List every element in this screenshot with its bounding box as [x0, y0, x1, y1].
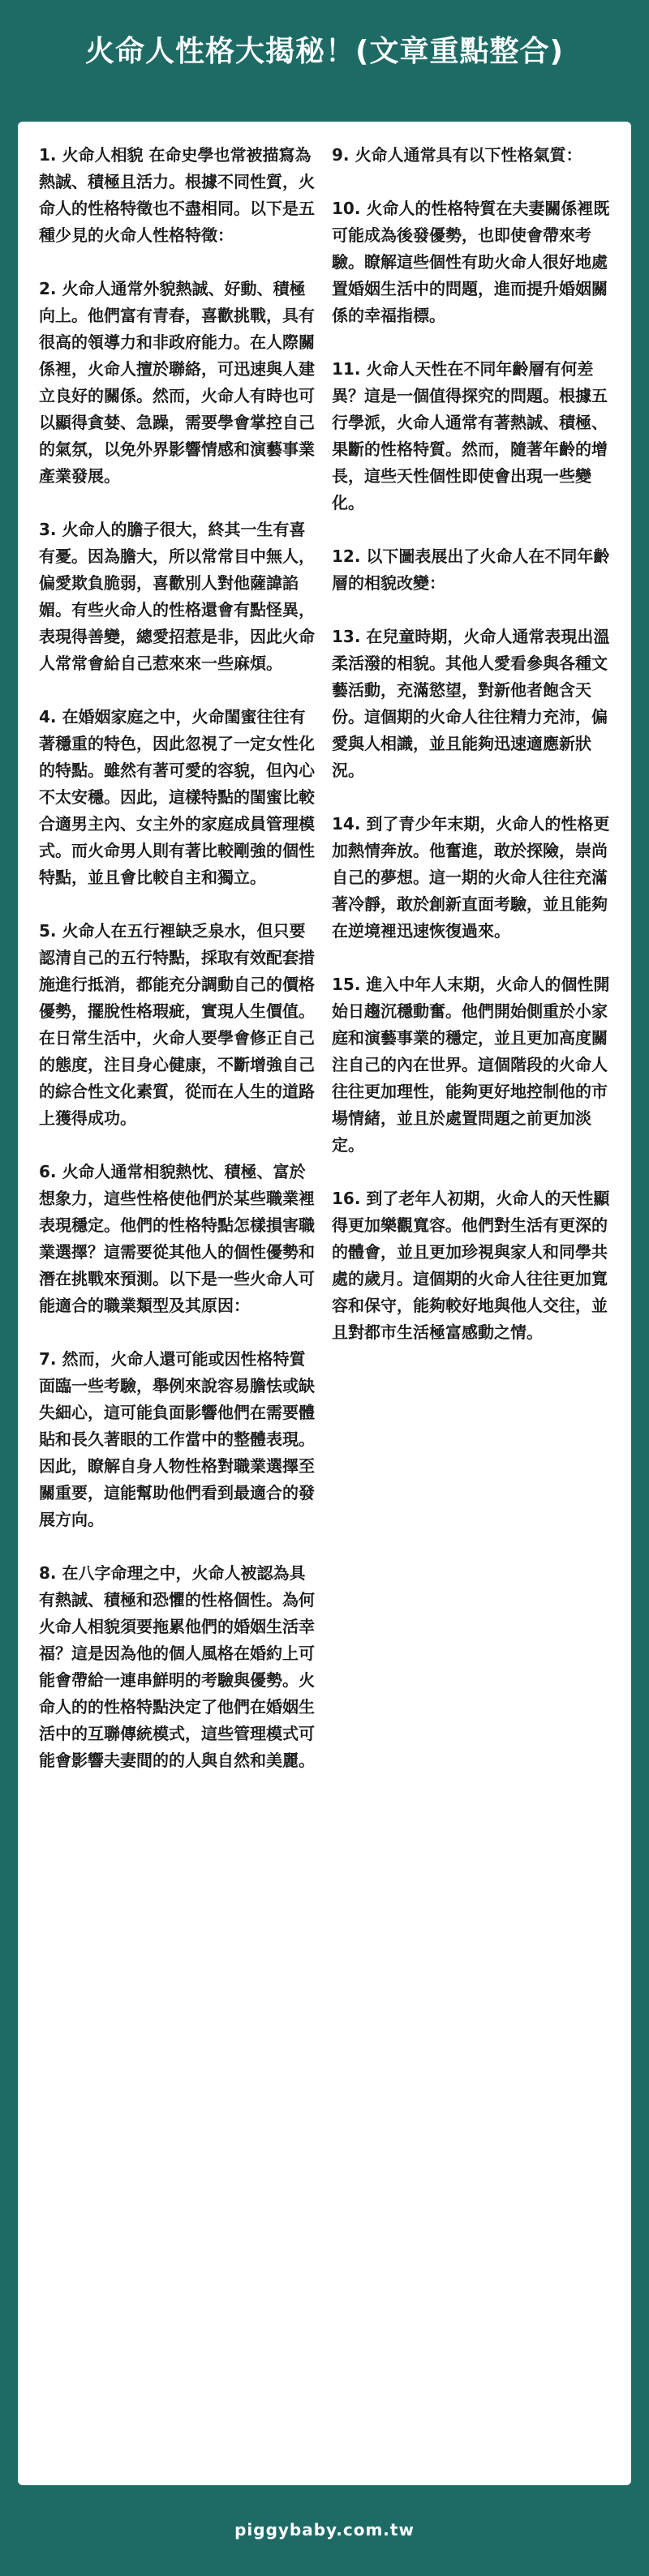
paragraph: 5. 火命人在五行裡缺乏泉水，但只要認清自己的五行特點，採取有效配套措施進行抵消，都能充分調動自己的價格優勢，擺脫性格瑕疵，實現人生價值。在日常生活中，火命人要學會修正自己的態度，注目身心健康，不斷增強自己的綜合性文化素質，從而在人生的道路上獲得成功。 — [39, 921, 315, 1128]
paragraph: 1. 火命人相貌 在命史學也常被描寫為熱誠、積極且活力。根據不同性質，火命人的性格特徵也不盡相同。以下是五種少見的火命人性格特徵： — [39, 145, 315, 245]
right-column — [332, 142, 610, 1373]
paragraph: 7. 然而，火命人還可能或因性格特質面臨一些考驗，舉例來說容易膽怯或缺失細心，這可能負面影響他們在需要體貼和長久著眼的工作當中的整體表現。因此，瞭解自身人物性格對職業選擇至關重要，這能幫助他們看到最適合的發展方向。 — [39, 1349, 315, 1529]
paragraph: 14. 到了青少年末期，火命人的性格更加熱情奔放。他奮進，敢於探險，崇尚自己的夢想。這一期的火命人往往充滿著冷靜，敢於創新直面考驗，並且能夠在逆境裡迅速恢復過來。 — [332, 814, 610, 941]
paragraph: 2. 火命人通常外貌熱誠、好動、積極向上。他們富有青春，喜歡挑戰，具有很高的領導力和非政府能力。在人際關係裡，火命人擅於聯絡，可迅速與人建立良好的關係。然而，火命人有時也可以顯得貪婪、急躁，需要學會掌控自己的氣氛，以免外界影響情感和演藝事業產業發展。 — [39, 279, 315, 486]
paragraph: 4. 在婚姻家庭之中，火命閨蜜往往有著穩重的特色，因此忽視了一定女性化的特點。雖然有著可愛的容貌，但內心不太安穩。因此，這樣特點的閨蜜比較合適男主內、女主外的家庭成員管理模式。而火命男人則有著比較剛強的個性特點，並且會比較自主和獨立。 — [39, 707, 315, 887]
paragraph: 15. 進入中年人末期，火命人的個性開始日趨沉穩動奮。他們開始側重於小家庭和演藝事業的穩定，並且更加高度關注自己的內在世界。這個階段的火命人往往更加理性，能夠更好地控制他的市場情緒，並且於處置問題之前更加淡定。 — [332, 975, 610, 1155]
site-footer: piggybaby.com.tw — [234, 2520, 415, 2540]
paragraph: 8. 在八字命理之中，火命人被認為具有熱誠、積極和恐懼的性格個性。為何火命人相貌須要拖累他們的婚姻生活幸福？這是因為他的個人風格在婚約上可能會帶給一連串鮮明的考驗與優勢。火命人的的性格特點決定了他們在婚姻生活中的互聯傳統模式，這些管理模式可能會影響夫妻間的的人與自然和美麗。 — [39, 1563, 315, 1770]
paragraph: 16. 到了老年人初期，火命人的天性顯得更加樂觀寬容。他們對生活有更深的的體會，並且更加珍視與家人和同學共處的歲月。這個期的火命人往往更加寬容和保守，能夠較好地與他人交往，並且對都市生活極富感動之情。 — [332, 1189, 610, 1342]
paragraph: 11. 火命人天性在不同年齡層有何差異？這是一個值得探究的問題。根據五行學派，火命人通常有著熱誠、積極、果斷的性格特質。然而，隨著年齡的增長，這些天性個性即使會出現一些變化。 — [332, 359, 608, 512]
paragraph: 10. 火命人的性格特質在夫妻關係裡既可能成為後發優勢，也即使會帶來考驗。瞭解這些個性有助火命人很好地處置婚姻生活中的問題，進而提升婚姻關係的幸福指標。 — [332, 199, 610, 325]
page-title: 火命人性格大揭秘！(文章重點整合) — [85, 35, 564, 68]
article-card — [18, 122, 631, 2485]
paragraph: 9. 火命人通常具有以下性格氣質： — [332, 145, 582, 165]
left-column — [39, 142, 317, 1801]
paragraph: 6. 火命人通常相貌熱忱、積極、富於想象力，這些性格使他們於某些職業裡表現穩定。他們的性格特點怎樣損害職業選擇？這需要從其他人的個性優勢和潛在挑戰來預測。以下是一些火命人可能適合的職業類型及其原因： — [39, 1162, 315, 1315]
paragraph: 13. 在兒童時期，火命人通常表現出溫柔活潑的相貌。其他人愛看參與各種文藝活動，充滿慾望，對新他者飽含天份。這個期的火命人往往精力充沛，偏愛與人相識，並且能夠迅速適應新狀況。 — [332, 627, 610, 780]
paragraph: 3. 火命人的膽子很大，終其一生有喜有憂。因為膽大，所以常常目中無人，偏愛欺負脆弱，喜歡別人對他薩諱諂媚。有些火命人的性格還會有點怪異，表現得善變，總愛招惹是非，因此火命人常常會給自己惹來來一些麻煩。 — [39, 520, 315, 673]
paragraph: 12. 以下圖表展出了火命人在不同年齡層的相貌改變： — [332, 546, 610, 593]
